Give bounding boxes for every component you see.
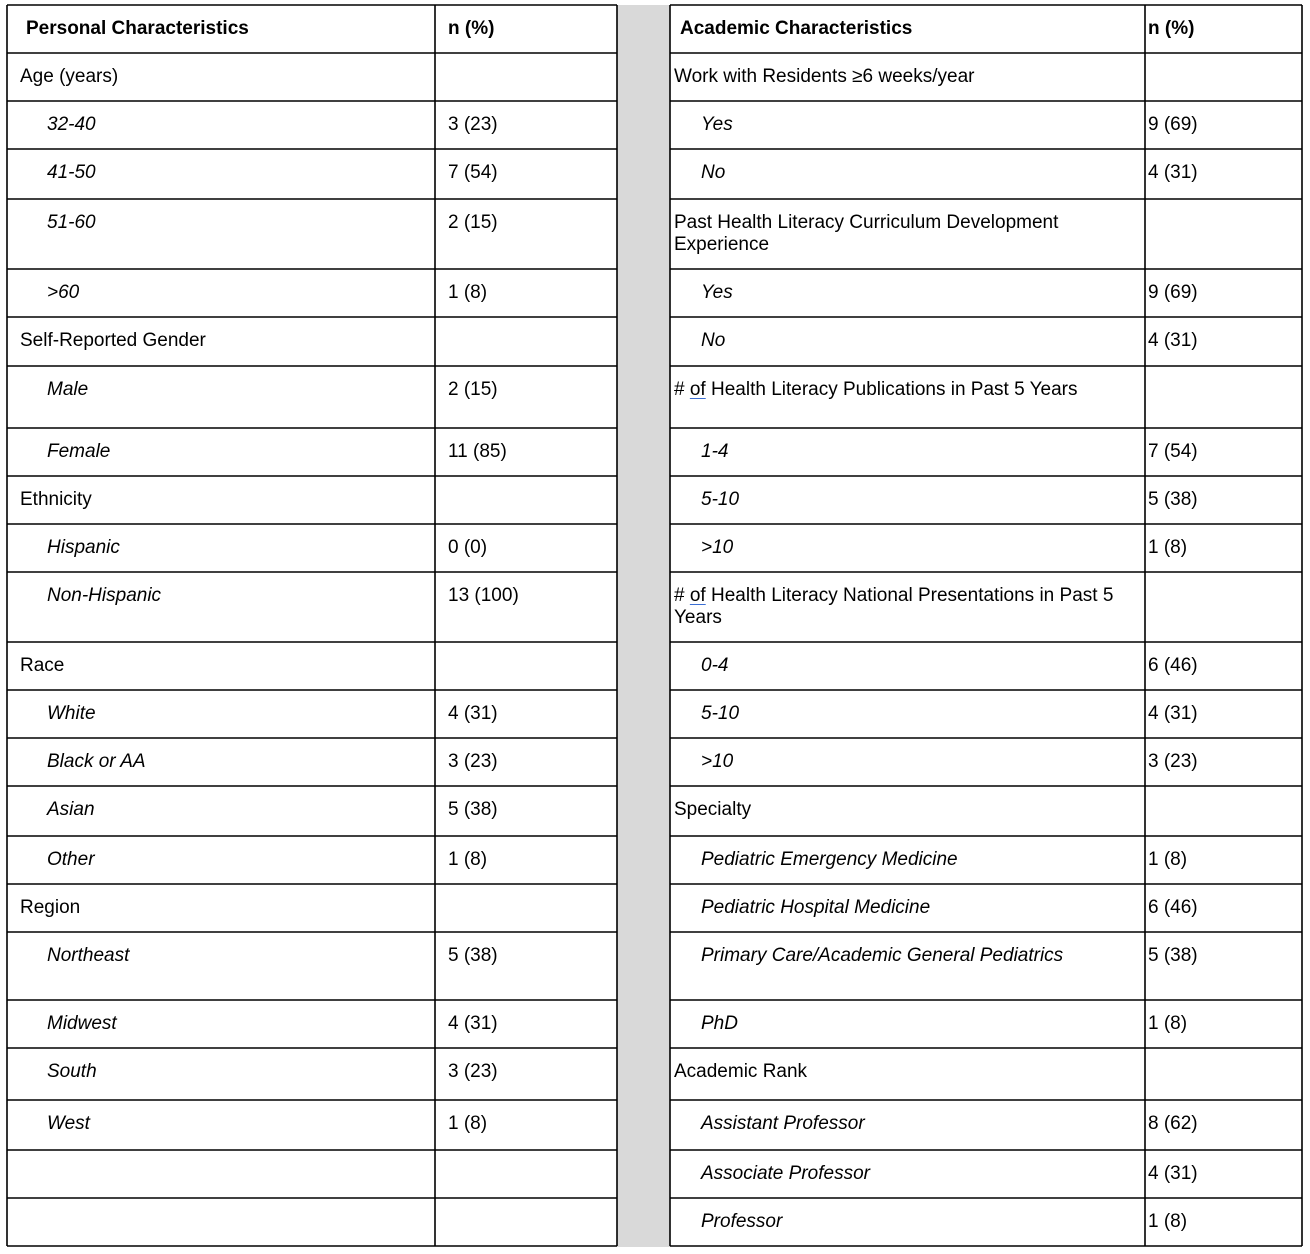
left-row-label: 41-50 (47, 162, 96, 183)
left-row-label: South (47, 1061, 97, 1082)
right-row-label: Pediatric Emergency Medicine (701, 849, 958, 870)
right-row-value: 7 (54) (1148, 441, 1198, 462)
left-row-value: 1 (8) (448, 849, 488, 870)
right-row-value: 5 (38) (1148, 945, 1198, 966)
label-suffix: Health Literacy Publications in Past 5 Years (705, 379, 1078, 400)
right-row-label: PhD (701, 1013, 738, 1034)
right-row-label: Work with Residents ≥6 weeks/year (674, 66, 975, 87)
left-row-value: 5 (38) (448, 799, 498, 820)
label-prefix: # (674, 379, 690, 400)
right-row-label: No (701, 330, 726, 351)
left-row-label: >60 (47, 282, 80, 303)
right-header-value: n (%) (1148, 18, 1195, 39)
right-row-label: >10 (701, 751, 734, 772)
right-row-value: 5 (38) (1148, 489, 1198, 510)
right-row-label: No (701, 162, 726, 183)
left-row-label: Non-Hispanic (47, 585, 162, 606)
right-row-label: Academic Rank (674, 1061, 808, 1082)
right-row-label: >10 (701, 537, 734, 558)
right-row-value: 1 (8) (1148, 537, 1188, 558)
left-header-label: Personal Characteristics (26, 18, 249, 39)
right-row-value: 9 (69) (1148, 282, 1198, 303)
right-row-label: 1-4 (701, 441, 729, 462)
left-row-label: Northeast (47, 945, 130, 966)
left-row-label: Hispanic (47, 537, 120, 558)
right-row-value: 3 (23) (1148, 751, 1198, 772)
left-row-label: Ethnicity (20, 489, 92, 510)
label-suffix: Health Literacy National Presentations in Past 5 Years (674, 585, 1114, 628)
right-row-label: Specialty (674, 799, 752, 820)
left-row-label: Self-Reported Gender (20, 330, 206, 351)
left-row-label: Race (20, 655, 65, 676)
left-row-value: 4 (31) (448, 703, 498, 724)
right-row-label: 0-4 (701, 655, 729, 676)
right-row-value: 1 (8) (1148, 1013, 1188, 1034)
label-underlined: of (689, 379, 706, 400)
right-row-value: 6 (46) (1148, 655, 1198, 676)
left-row-value: 3 (23) (448, 114, 498, 135)
right-row-value: 1 (8) (1148, 849, 1188, 870)
right-row-label: Professor (701, 1211, 783, 1232)
left-row-value: 11 (85) (448, 441, 507, 462)
left-row-value: 3 (23) (448, 1061, 498, 1082)
right-row-value: 4 (31) (1148, 330, 1198, 351)
label-underlined: of (689, 585, 706, 606)
left-row-value: 2 (15) (448, 379, 498, 400)
left-row-label: Age (years) (20, 66, 119, 87)
right-header-label: Academic Characteristics (680, 18, 913, 39)
right-row-value: 1 (8) (1148, 1211, 1188, 1232)
left-row-value: 1 (8) (448, 1113, 488, 1134)
left-row-label: Midwest (47, 1013, 117, 1034)
right-row-value: 6 (46) (1148, 897, 1198, 918)
left-row-label: Black or AA (47, 751, 146, 772)
left-row-label: Asian (47, 799, 95, 820)
column-gap (617, 5, 670, 1247)
right-row-label: Pediatric Hospital Medicine (701, 897, 931, 918)
left-row-value: 4 (31) (448, 1013, 498, 1034)
left-row-label: Region (20, 897, 81, 918)
left-row-label: White (47, 703, 96, 724)
right-row-label: Assistant Professor (701, 1113, 865, 1134)
left-row-value: 2 (15) (448, 212, 498, 233)
label-prefix: # (674, 585, 690, 606)
left-row-label: West (47, 1113, 90, 1134)
left-row-value: 7 (54) (448, 162, 498, 183)
right-row-label (674, 585, 1137, 629)
left-row-label: Other (47, 849, 95, 870)
right-row-value: 4 (31) (1148, 1163, 1198, 1184)
right-row-label: Yes (701, 282, 733, 303)
right-row-value: 9 (69) (1148, 114, 1198, 135)
left-row-label: Female (47, 441, 111, 462)
right-row-label: 5-10 (701, 489, 740, 510)
left-row-value: 5 (38) (448, 945, 498, 966)
right-row-value: 4 (31) (1148, 162, 1198, 183)
right-row-label: Yes (701, 114, 733, 135)
left-row-label: Male (47, 379, 89, 400)
right-row-label: Past Health Literacy Curriculum Development Experience (674, 212, 1059, 255)
right-row-label: Primary Care/Academic General Pediatrics (701, 945, 1064, 966)
left-row-label: 32-40 (47, 114, 96, 135)
right-row-label: 5-10 (701, 703, 740, 724)
right-row-label: Associate Professor (701, 1163, 870, 1184)
left-row-value: 3 (23) (448, 751, 498, 772)
left-header-value: n (%) (448, 18, 495, 39)
left-row-value: 0 (0) (448, 537, 488, 558)
right-row-value: 8 (62) (1148, 1113, 1198, 1134)
right-row-label (674, 379, 1137, 401)
left-row-value: 1 (8) (448, 282, 488, 303)
left-row-label: 51-60 (47, 212, 96, 233)
left-row-value: 13 (100) (448, 585, 519, 606)
right-row-value: 4 (31) (1148, 703, 1198, 724)
